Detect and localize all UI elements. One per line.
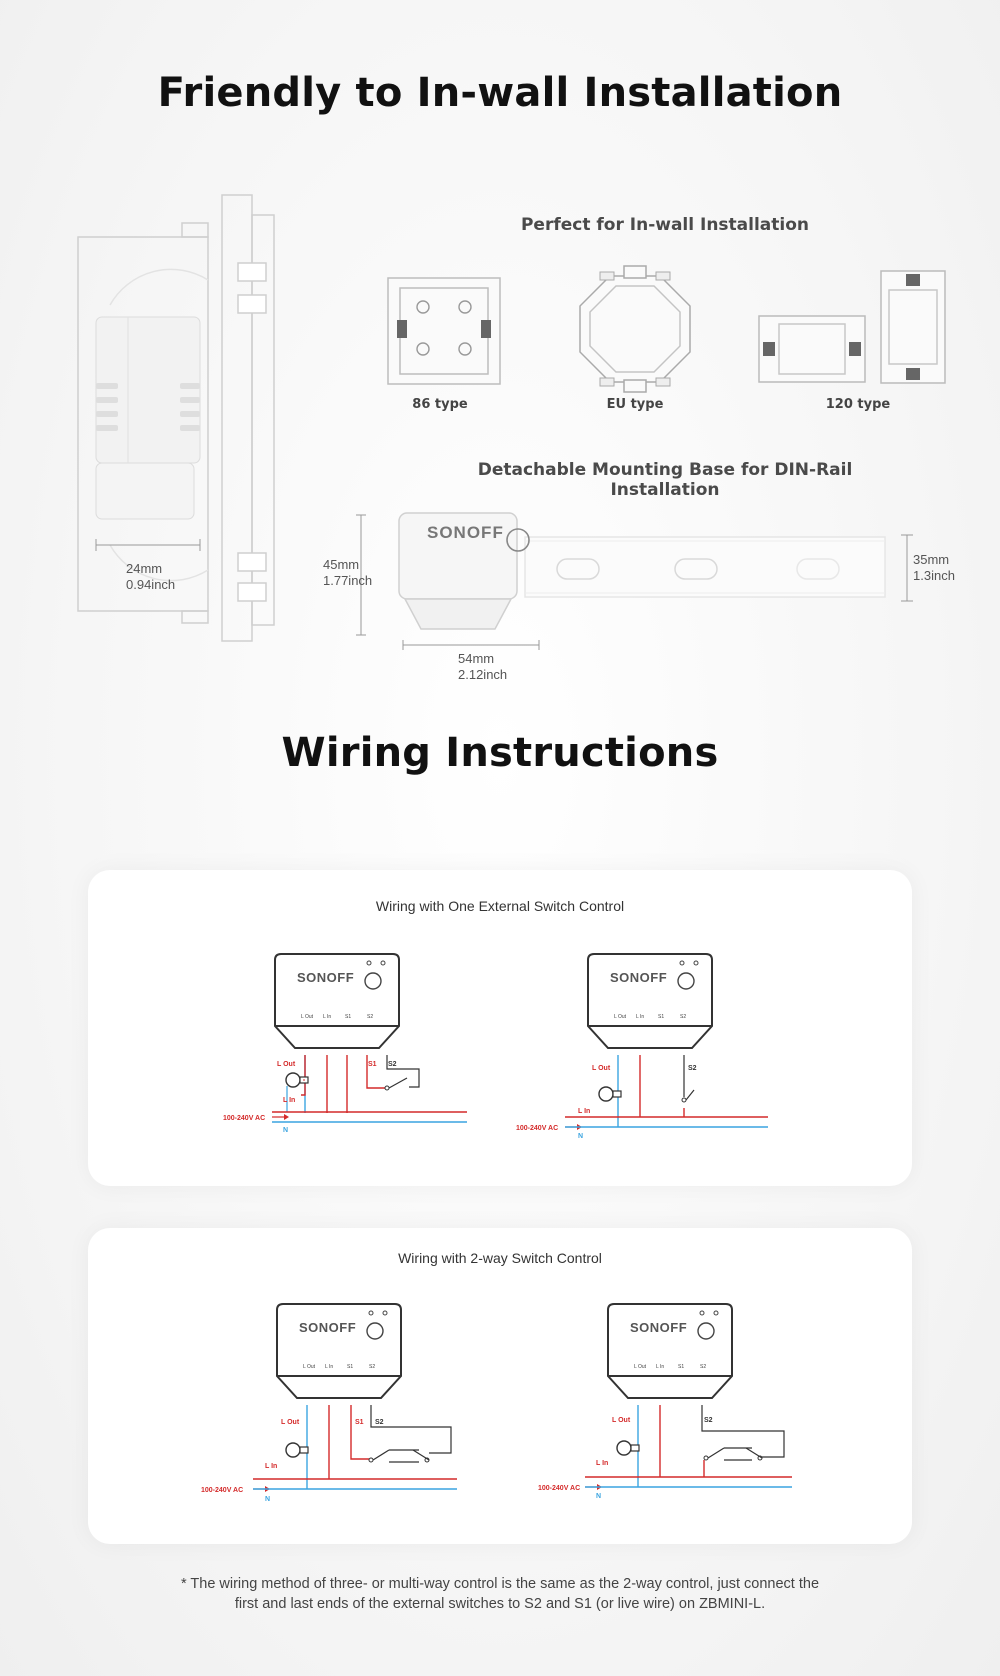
terminal-label: L Out — [303, 1364, 316, 1370]
terminal-label: S2 — [367, 1014, 374, 1020]
device-brand: SONOFF — [299, 1320, 357, 1335]
vent-dot — [400, 1351, 402, 1353]
label-lout: L Out — [612, 1417, 631, 1424]
vent-dot — [400, 1346, 402, 1348]
bulb-base — [631, 1445, 639, 1451]
wire-s1-switch — [367, 1055, 385, 1088]
label-n: N — [265, 1496, 271, 1503]
vent-dot — [587, 986, 589, 988]
label-s2: S2 — [375, 1419, 384, 1426]
vent-dot — [398, 1011, 400, 1013]
device-body — [588, 954, 712, 1048]
box-120-illustration — [757, 268, 947, 388]
box-86-label: 86 type — [412, 397, 468, 412]
wire-s1 — [351, 1405, 369, 1459]
wire-s2 — [387, 1055, 419, 1087]
input-arrow-head — [284, 1114, 289, 1120]
terminal-label: S2 — [369, 1364, 376, 1370]
din-subtitle: Detachable Mounting Base for DIN-Rail Installation — [477, 460, 853, 500]
bulb-base — [613, 1091, 621, 1097]
vent-dot — [274, 1006, 276, 1008]
device-body — [277, 1304, 401, 1398]
label-lin: L In — [283, 1097, 296, 1104]
switch-2-lever — [413, 1450, 429, 1460]
footnote — [0, 1574, 1000, 1614]
vent-dot — [731, 1356, 733, 1358]
device-brand: SONOFF — [297, 970, 355, 985]
terminal-label: S1 — [658, 1014, 665, 1020]
terminal-label: L Out — [614, 1014, 627, 1020]
bulb-icon — [599, 1087, 613, 1101]
vent-dot — [400, 1336, 402, 1338]
section-title-installation: Friendly to In-wall Installation — [157, 70, 843, 116]
vent-dot — [731, 1341, 733, 1343]
depth-mm: 24mm — [126, 561, 163, 576]
inwall-subtitle: Perfect for In-wall Installation — [520, 215, 810, 235]
vent-dot — [587, 1011, 589, 1013]
vent-dot — [587, 996, 589, 998]
vent-dot — [276, 1341, 278, 1343]
vent-dot — [400, 1341, 402, 1343]
wiring-diagram-two-way-a — [195, 1300, 475, 1510]
label-s1: S1 — [355, 1419, 364, 1426]
switch-lever — [389, 1078, 407, 1088]
label-n: N — [596, 1493, 602, 1500]
terminal-label: L Out — [301, 1014, 314, 1020]
wiring-panel-one-switch — [88, 870, 912, 1186]
box-eu-label: EU type — [606, 397, 664, 412]
bulb-icon — [617, 1441, 631, 1455]
vent-dot — [587, 991, 589, 993]
vent-dot — [607, 1356, 609, 1358]
vent-dot — [607, 1351, 609, 1353]
terminal-label: S2 — [700, 1364, 707, 1370]
vent-dot — [400, 1361, 402, 1363]
terminal-label: L In — [636, 1014, 645, 1020]
label-lin: L In — [578, 1108, 591, 1115]
label-voltage: 100-240V AC — [201, 1487, 244, 1494]
bulb-icon — [286, 1073, 300, 1087]
din-height-mm: 45mm — [323, 557, 360, 572]
bulb-icon — [286, 1443, 300, 1457]
wire-lout-red — [301, 1055, 305, 1095]
box-86-illustration — [385, 275, 503, 387]
vent-dot — [711, 991, 713, 993]
depth-dimension — [126, 561, 175, 593]
switch-contact — [385, 1086, 389, 1090]
side-view-illustration — [70, 185, 290, 645]
vent-dot — [731, 1336, 733, 1338]
wire-s2 — [702, 1405, 784, 1457]
vent-dot — [731, 1361, 733, 1363]
wiring-diagram-one-switch-a — [215, 950, 475, 1140]
vent-dot — [711, 1006, 713, 1008]
terminal-label: S2 — [680, 1014, 687, 1020]
terminal-label: S1 — [678, 1364, 685, 1370]
vent-dot — [400, 1356, 402, 1358]
vent-dot — [607, 1336, 609, 1338]
vent-dot — [274, 1011, 276, 1013]
vent-dot — [587, 1006, 589, 1008]
vent-dot — [276, 1336, 278, 1338]
din-height-inch: 1.77inch — [323, 573, 373, 588]
din-width-dimension — [458, 651, 507, 683]
box-120-label: 120 type — [825, 397, 891, 412]
switch-contact — [682, 1098, 686, 1102]
vent-dot — [398, 1006, 400, 1008]
label-s2: S2 — [688, 1065, 697, 1072]
label-voltage: 100-240V AC — [516, 1125, 559, 1132]
din-device-button-icon — [507, 529, 529, 551]
vent-dot — [398, 986, 400, 988]
label-lout: L Out — [277, 1061, 296, 1068]
panel-title-one-switch: Wiring with One External Switch Control — [375, 898, 625, 914]
din-rail-dimension — [913, 552, 955, 584]
device-brand: SONOFF — [610, 970, 668, 985]
vent-dot — [398, 996, 400, 998]
label-n: N — [283, 1127, 289, 1134]
vent-dot — [276, 1361, 278, 1363]
label-lin: L In — [596, 1460, 609, 1467]
din-dimension-lines — [355, 505, 915, 655]
section-title-wiring: Wiring Instructions — [281, 730, 719, 776]
panel-title-two-way: Wiring with 2-way Switch Control — [398, 1250, 602, 1266]
switch-2-lever — [746, 1448, 762, 1458]
switch-1-lever — [708, 1448, 724, 1458]
label-lout: L Out — [592, 1065, 611, 1072]
terminal-label: S1 — [347, 1364, 354, 1370]
device-brand: SONOFF — [630, 1320, 688, 1335]
vent-dot — [731, 1346, 733, 1348]
vent-dot — [711, 1011, 713, 1013]
label-lout: L Out — [281, 1419, 300, 1426]
vent-dot — [398, 991, 400, 993]
vent-dot — [607, 1341, 609, 1343]
terminal-label: L In — [323, 1014, 332, 1020]
wiring-diagram-two-way-b — [530, 1300, 810, 1510]
switch-1-lever — [373, 1450, 389, 1460]
label-voltage: 100-240V AC — [223, 1115, 266, 1122]
vent-dot — [711, 1001, 713, 1003]
vent-dot — [731, 1351, 733, 1353]
vent-dot — [607, 1361, 609, 1363]
vent-dot — [276, 1356, 278, 1358]
vent-dot — [274, 1001, 276, 1003]
vent-dot — [276, 1346, 278, 1348]
vent-dot — [711, 996, 713, 998]
switch-1-contact — [369, 1458, 373, 1462]
din-rail-mm: 35mm — [913, 552, 950, 567]
device-body — [608, 1304, 732, 1398]
label-s2: S2 — [704, 1417, 713, 1424]
vent-dot — [607, 1346, 609, 1348]
vent-dot — [274, 986, 276, 988]
terminal-label: S1 — [345, 1014, 352, 1020]
wire-s2 — [371, 1405, 451, 1453]
din-width-mm: 54mm — [458, 651, 495, 666]
wiring-diagram-one-switch-b — [510, 950, 780, 1140]
vent-dot — [711, 986, 713, 988]
din-height-dimension — [323, 557, 372, 589]
label-s2: S2 — [388, 1061, 397, 1068]
vent-dot — [398, 1001, 400, 1003]
din-width-inch: 2.12inch — [458, 667, 508, 682]
label-n: N — [578, 1133, 584, 1140]
box-eu-illustration — [570, 262, 700, 394]
label-voltage: 100-240V AC — [538, 1485, 581, 1492]
switch-lever — [686, 1090, 694, 1100]
vent-dot — [587, 1001, 589, 1003]
footnote-line-2: first and last ends of the external switches to S2 and S1 (or live wire) on ZBMINI-L. — [234, 1596, 766, 1612]
vent-dot — [276, 1351, 278, 1353]
terminal-label: L In — [325, 1364, 334, 1370]
device-body — [275, 954, 399, 1048]
switch-1-contact — [704, 1456, 708, 1460]
terminal-label: L Out — [634, 1364, 647, 1370]
label-s1: S1 — [368, 1061, 377, 1068]
din-rail-inch: 1.3inch — [913, 568, 955, 583]
vent-dot — [274, 996, 276, 998]
bulb-base — [300, 1447, 308, 1453]
footnote-line-1: * The wiring method of three- or multi-way control is the same as the 2-way control, just connect the — [180, 1576, 820, 1592]
vent-dot — [274, 991, 276, 993]
label-lin: L In — [265, 1463, 278, 1470]
din-device-brand: SONOFF — [427, 523, 504, 542]
terminal-label: L In — [656, 1364, 665, 1370]
depth-inch: 0.94inch — [126, 577, 176, 592]
